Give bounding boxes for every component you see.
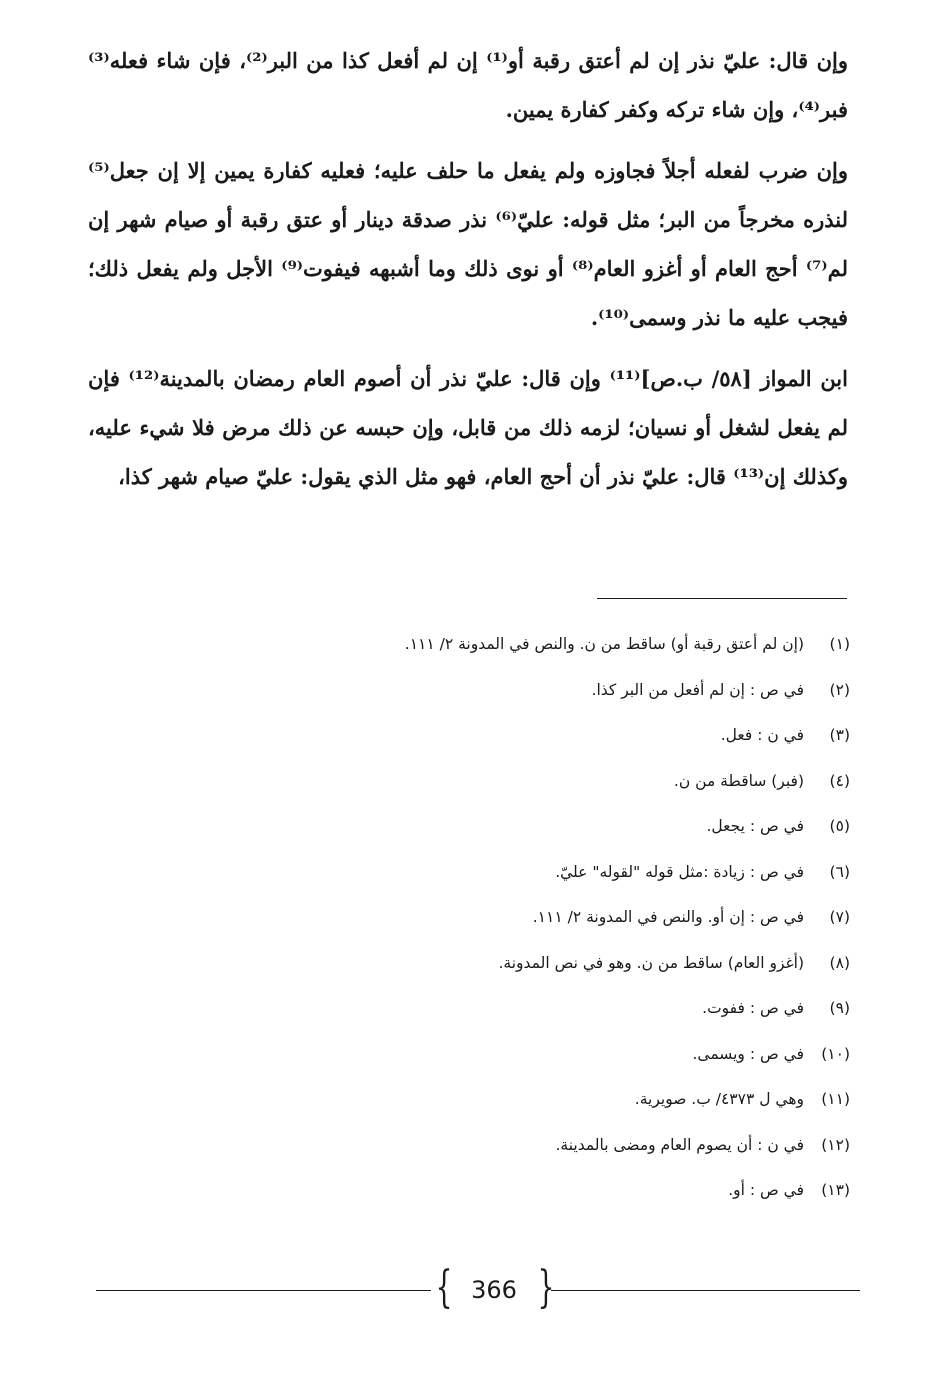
footnote-2	[150, 668, 850, 714]
footnote-text: (إن لم أعتق رقبة أو) ساقط من ن. والنص في المدونة ٢/ ١١١.	[404, 635, 804, 653]
page-number: 366	[471, 1276, 517, 1304]
footnote-number: (١١)	[821, 1090, 850, 1108]
footnote-9	[150, 986, 850, 1032]
footnote-text: في ص : ويسمى.	[692, 1044, 804, 1063]
footnote-5	[150, 804, 850, 850]
footnote-number: (٧)	[829, 908, 850, 926]
footer-rule-right	[551, 1290, 860, 1291]
footnote-number: (٣)	[829, 726, 850, 744]
footnote-number: (٦)	[829, 862, 850, 881]
footnote-text: في ص : إن أو. والنص في المدونة ٢/ ١١١.	[532, 908, 804, 926]
footnote-4	[150, 759, 850, 805]
footnote-text: وهي ل ٤٣٧٣/ ب. صويرية.	[634, 1090, 804, 1108]
footnotes-list	[150, 622, 850, 1214]
footnote-text: في ن : أن يصوم العام ومضى بالمدينة.	[555, 1135, 804, 1154]
footnote-number: (١)	[829, 635, 850, 653]
footnote-3	[150, 713, 850, 759]
footnote-text: في ص : يجعل.	[706, 817, 804, 835]
paragraph-3: ابن المواز [٥٨/ ب.ص]⁽¹¹⁾ وإن قال: عليّ نذر أن أصوم العام رمضان بالمدينة⁽¹²⁾ فإن لم يفعل لشغل أو نسيان؛ لزمه ذلك من قابل، وإن حبسه عن ذلك مرض فلا شيء عليه، وكذلك إن⁽¹³⁾ قال: عليّ نذر أن أحج العام، فهو مثل الذي يقول: عليّ صيام شهر كذا،	[88, 366, 848, 489]
footnote-text: (أغزو العام) ساقط من ن. وهو في نص المدونة.	[498, 953, 804, 972]
footnote-number: (١٣)	[821, 1181, 850, 1199]
footnote-text: (فبر) ساقطة من ن.	[673, 771, 804, 790]
page-footer	[96, 1262, 860, 1316]
footnote-text: في ص : ففوت.	[702, 999, 804, 1017]
footnote-12	[150, 1123, 850, 1169]
footnote-text: في ص : أو.	[728, 1181, 804, 1199]
footnote-number: (١٠)	[821, 1044, 850, 1063]
footnote-7	[150, 895, 850, 941]
footnote-6	[150, 850, 850, 896]
footnote-number: (٢)	[829, 680, 850, 699]
footnote-number: (١٢)	[821, 1135, 850, 1154]
footnote-13	[150, 1168, 850, 1214]
footer-rule-left	[96, 1290, 431, 1291]
footnote-10	[150, 1032, 850, 1078]
left-brace-icon: {	[435, 1262, 453, 1313]
footnote-number: (٤)	[829, 771, 850, 790]
footnote-text: في ص : إن لم أفعل من البر كذا.	[591, 680, 804, 699]
main-text	[88, 36, 848, 513]
right-brace-icon: }	[537, 1262, 555, 1313]
footnote-1	[150, 622, 850, 668]
footnote-number: (٨)	[829, 953, 850, 972]
footnote-text: في ص : زيادة :مثل قوله "لقوله" عليّ.	[555, 862, 804, 881]
footnote-separator	[597, 598, 847, 599]
footnote-text: في ن : فعل.	[720, 726, 804, 744]
footnote-11	[150, 1077, 850, 1123]
paragraph-1: وإن قال: عليّ نذر إن لم أعتق رقبة أو⁽¹⁾ إن لم أفعل كذا من البر⁽²⁾، فإن شاء فعله⁽³⁾ فبر⁽⁴⁾، وإن شاء تركه وكفر كفارة يمين.	[88, 48, 848, 122]
paragraph-2: وإن ضرب لفعله أجلاً فجاوزه ولم يفعل ما حلف عليه؛ فعليه كفارة يمين إلا إن جعل⁽⁵⁾ لنذره مخرجاً من البر؛ مثل قوله: عليّ⁽⁶⁾ نذر صدقة دينار أو عتق رقبة أو صيام شهر إن لم⁽⁷⁾ أحج العام أو أغزو العام⁽⁸⁾ أو نوى ذلك وما أشبهه فيفوت⁽⁹⁾ الأجل ولم يفعل ذلك؛ فيجب عليه ما نذر وسمى⁽¹⁰⁾.	[88, 158, 848, 330]
footnote-8	[150, 941, 850, 987]
footnote-number: (٩)	[829, 999, 850, 1017]
footnote-number: (٥)	[829, 817, 850, 835]
